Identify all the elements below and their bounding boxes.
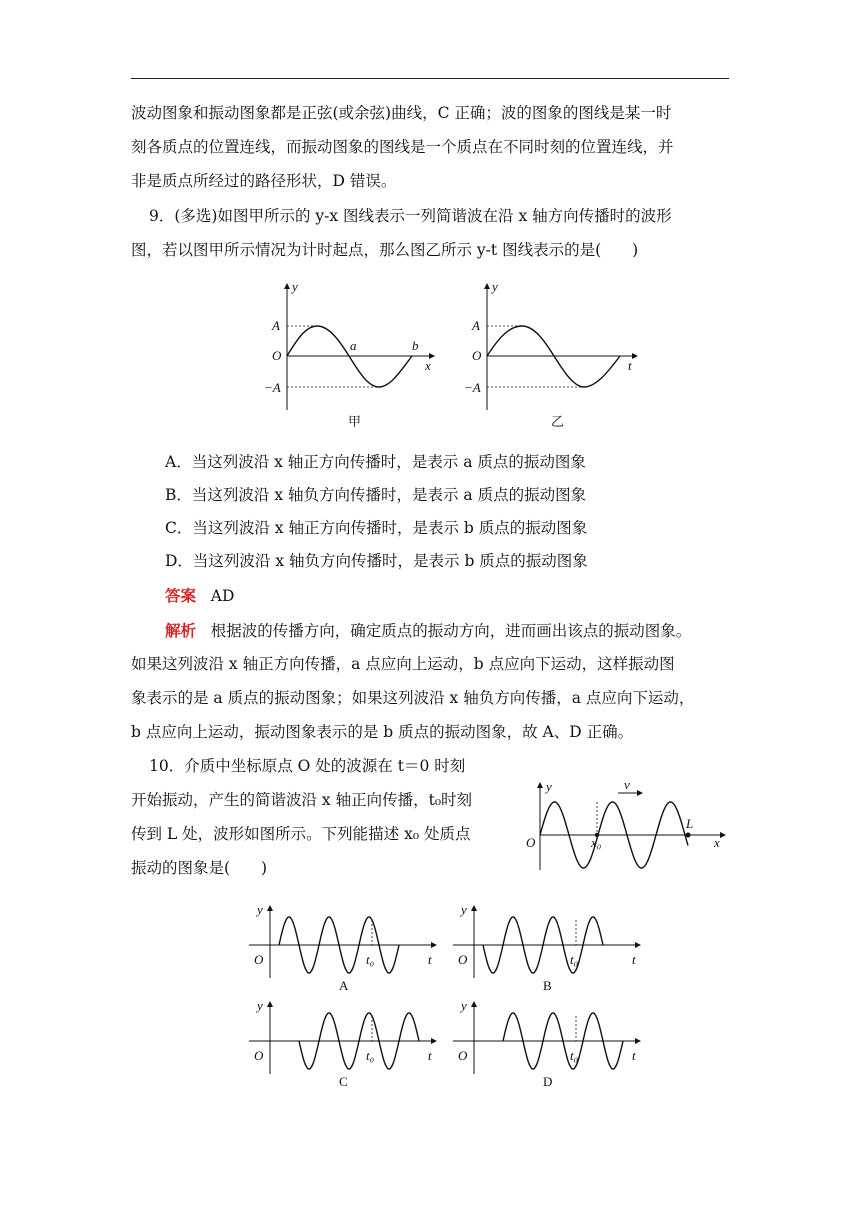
choice-c-t-label: t — [428, 1048, 432, 1063]
choice-b-figure — [448, 900, 648, 1000]
jia-y-label: y — [292, 279, 298, 294]
choice-c-caption: C — [339, 1074, 348, 1089]
choice-c-figure — [244, 996, 444, 1096]
figure-yi — [462, 278, 642, 438]
choice-a-t0-label: t₀ — [366, 952, 375, 967]
yi-A-label: A — [472, 318, 480, 333]
q9-option-d: D．当这列波沿 x 轴负方向传播时，是表示 b 质点的振动图象 — [165, 552, 588, 570]
q9-line-1: 9．(多选)如图甲所示的 y-x 图线表示一列简谐波在沿 x 轴方向传播时的波形 — [149, 207, 672, 225]
jia-negA-label: −A — [264, 380, 281, 395]
choice-d-t-label: t — [632, 1048, 636, 1063]
jia-x-label: x — [425, 358, 431, 373]
choice-c-y-label: y — [257, 998, 263, 1013]
intro-line-1: 波动图象和振动图象都是正弦(或余弦)曲线，C 正确；波的图象的图线是某一时 — [131, 104, 672, 122]
q10-line-3: 传到 L 处，波形如图所示。下列能描述 x₀ 处质点 — [131, 825, 471, 843]
q9-option-c: C．当这列波沿 x 轴正方向传播时，是表示 b 质点的振动图象 — [165, 519, 588, 537]
q9-option-b: B．当这列波沿 x 轴负方向传播时，是表示 a 质点的振动图象 — [165, 486, 587, 504]
q9-answer — [165, 579, 234, 613]
analysis-label: 解析 — [165, 621, 197, 640]
choice-b-t-label: t — [632, 952, 636, 967]
choice-a-O-label: O — [254, 952, 264, 967]
choice-d-caption: D — [543, 1074, 553, 1089]
choice-d-figure — [448, 996, 648, 1096]
q10-line-4: 振动的图象是( ) — [131, 859, 268, 877]
choice-a-t-label: t — [428, 952, 432, 967]
q10-line-1: 10．介质中坐标原点 O 处的波源在 t＝0 时刻 — [149, 757, 466, 775]
q9-analysis-line-3: 象表示的是 a 质点的振动图象；如果这列波沿 x 轴负方向传播，a 点应向下运动， — [131, 689, 695, 707]
q9-analysis-line-2: 如果这列波沿 x 轴正方向传播，a 点应向上运动，b 点应向下运动，这样振动图 — [131, 655, 675, 673]
yi-t-label: t — [628, 358, 632, 373]
jia-caption: 甲 — [348, 415, 362, 430]
jia-a-label: a — [350, 338, 357, 353]
choice-d-t0-label: t₀ — [570, 1048, 579, 1063]
q9-line-2: 图，若以图甲所示情况为计时起点，那么图乙所示 y-t 图线表示的是( ) — [131, 241, 639, 259]
q9-analysis-line-1: 解析 根据波的传播方向，确定质点的振动方向，进而画出该点的振动图象。 — [165, 621, 692, 640]
intro-line-2: 刻各质点的位置连线，而振动图象的图线是一个质点在不同时刻的位置连线，并 — [131, 138, 674, 156]
choice-d-y-label: y — [461, 998, 467, 1013]
jia-O-label: O — [272, 348, 282, 363]
choice-c-O-label: O — [254, 1048, 264, 1063]
yi-caption: 乙 — [551, 415, 565, 430]
q10-L-label: L — [686, 816, 694, 831]
choice-b-t0-label: t₀ — [570, 952, 579, 967]
yi-negA-label: −A — [464, 380, 481, 395]
q10-v-label: v — [624, 777, 630, 792]
q9-option-a: A．当这列波沿 x 轴正方向传播时，是表示 a 质点的振动图象 — [165, 453, 586, 471]
choice-d-O-label: O — [458, 1048, 468, 1063]
header-rule — [131, 78, 729, 79]
q10-wave-figure — [520, 775, 730, 875]
yi-O-label: O — [472, 348, 482, 363]
choice-b-O-label: O — [458, 952, 468, 967]
q10-O-label: O — [526, 835, 536, 850]
choice-a-figure — [244, 900, 444, 1000]
q9-analysis-line-4: b 点应向上运动，振动图象表示的是 b 质点的振动图象，故 A、D 正确。 — [131, 723, 634, 741]
answer-value: AD — [210, 587, 235, 605]
choice-b-caption: B — [543, 978, 552, 993]
q10-line-2: 开始振动，产生的简谐波沿 x 轴正向传播，t₀时刻 — [131, 791, 473, 809]
choice-a-caption: A — [339, 978, 349, 993]
choice-b-y-label: y — [461, 902, 467, 917]
jia-A-label: A — [272, 318, 280, 333]
choice-c-t0-label: t₀ — [366, 1048, 375, 1063]
choice-a-y-label: y — [257, 902, 263, 917]
q10-x0-label: x₀ — [591, 835, 602, 850]
jia-b-label: b — [412, 338, 419, 353]
intro-line-3: 非是质点所经过的路径形状，D 错误。 — [131, 172, 397, 190]
q10-y-label: y — [546, 779, 552, 794]
figure-jia — [262, 278, 442, 438]
yi-y-label: y — [492, 279, 498, 294]
q10-x-label: x — [714, 835, 720, 850]
answer-label: 答案 — [165, 586, 197, 605]
